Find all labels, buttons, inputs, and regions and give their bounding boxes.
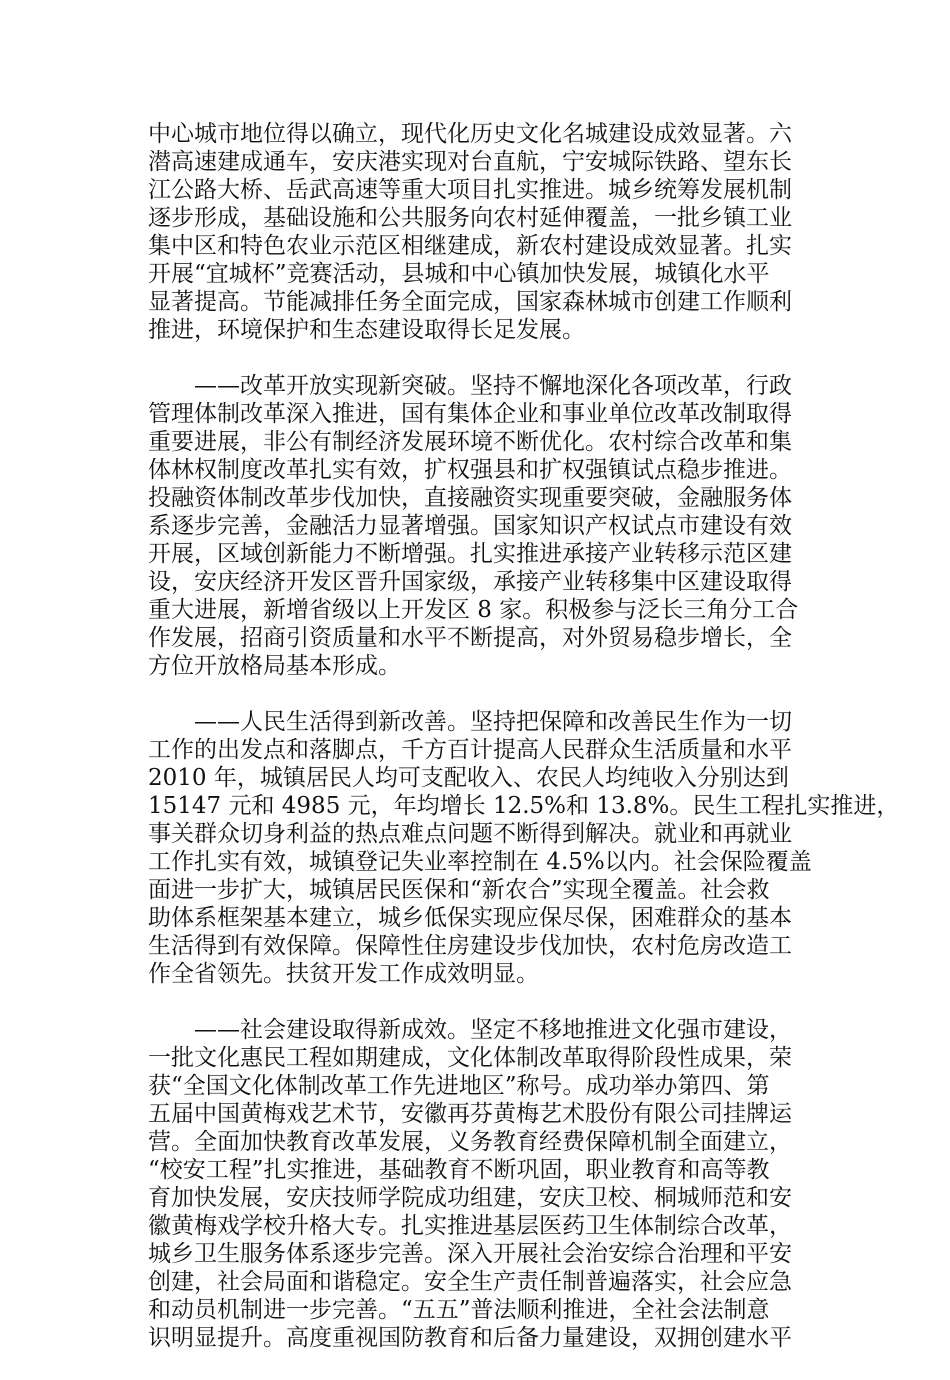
text-line: 开展，区域创新能力不断增强。扎实推进承接产业转移示范区建 [148, 541, 792, 567]
text-line: 事关群众切身利益的热点难点问题不断得到解决。就业和再就业 [148, 821, 792, 847]
text-line: 识明显提升。高度重视国防教育和后备力量建设，双拥创建水平 [148, 1325, 792, 1351]
text-line: 管理体制改革深入推进，国有集体企业和事业单位改革改制取得 [148, 401, 792, 427]
paragraph-livelihood [148, 708, 900, 988]
text-line: 中心城市地位得以确立，现代化历史文化名城建设成效显著。六 [148, 121, 792, 147]
text-line: 工作的出发点和落脚点，千方百计提高人民群众生活质量和水平 [148, 737, 792, 763]
text-line: 和动员机制进一步完善。“五五”普法顺利推进，全社会法制意 [148, 1297, 770, 1323]
document-page [148, 120, 900, 1380]
text-line: 城乡卫生服务体系逐步完善。深入开展社会治安综合治理和平安 [148, 1241, 792, 1267]
text-line: 逐步形成，基础设施和公共服务向农村延伸覆盖，一批乡镇工业 [148, 205, 792, 231]
text-line: 五届中国黄梅戏艺术节，安徽再芬黄梅艺术股份有限公司挂牌运 [148, 1101, 792, 1127]
text-line: 系逐步完善，金融活力显著增强。国家知识产权试点市建设有效 [148, 513, 792, 539]
text-line: 一批文化惠民工程如期建成，文化体制改革取得阶段性成果，荣 [148, 1045, 792, 1071]
text-line: 推进，环境保护和生态建设取得长足发展。 [148, 317, 585, 343]
text-line: 作发展，招商引资质量和水平不断提高，对外贸易稳步增长，全 [148, 625, 792, 651]
text-line: 2010 年，城镇居民人均可支配收入、农民人均纯收入分别达到 [148, 765, 789, 791]
text-line: 作全省领先。扶贫开发工作成效明显。 [148, 961, 539, 987]
paragraph-social-construction [148, 1016, 838, 1352]
text-line: 重要进展，非公有制经济发展环境不断优化。农村综合改革和集 [148, 429, 792, 455]
text-line: 助体系框架基本建立，城乡低保实现应保尽保，困难群众的基本 [148, 905, 792, 931]
text-line: 潜高速建成通车，安庆港实现对台直航，宁安城际铁路、望东长 [148, 149, 792, 175]
text-line: 显著提高。节能减排任务全面完成，国家森林城市创建工作顺利 [148, 289, 792, 315]
text-line: 营。全面加快教育改革发展，义务教育经费保障机制全面建立， [148, 1129, 792, 1155]
text-line: ——改革开放实现新突破。坚持不懈地深化各项改革，行政 [194, 373, 792, 399]
text-line: “校安工程”扎实推进，基础教育不断巩固，职业教育和高等教 [148, 1157, 770, 1183]
text-line: 开展“宜城杯”竞赛活动，县城和中心镇加快发展，城镇化水平 [148, 261, 770, 287]
text-line: 15147 元和 4985 元，年均增长 12.5%和 13.8%。民生工程扎实推进， [148, 793, 900, 819]
text-line: 育加快发展，安庆技师学院成功组建，安庆卫校、桐城师范和安 [148, 1185, 792, 1211]
paragraph-reform-opening [148, 372, 838, 680]
text-line: ——社会建设取得新成效。坚定不移地推进文化强市建设， [194, 1017, 792, 1043]
text-line: 方位开放格局基本形成。 [148, 653, 401, 679]
text-line: 获“全国文化体制改革工作先进地区”称号。成功举办第四、第 [148, 1073, 770, 1099]
text-line: 工作扎实有效，城镇登记失业率控制在 4.5%以内。社会保险覆盖 [148, 849, 812, 875]
text-line: 面进一步扩大，城镇居民医保和“新农合”实现全覆盖。社会救 [148, 877, 770, 903]
text-line: ——人民生活得到新改善。坚持把保障和改善民生作为一切 [194, 709, 792, 735]
text-line: 投融资体制改革步伐加快，直接融资实现重要突破，金融服务体 [148, 485, 792, 511]
text-line: 创建，社会局面和谐稳定。安全生产责任制普遍落实，社会应急 [148, 1269, 792, 1295]
text-line: 江公路大桥、岳武高速等重大项目扎实推进。城乡统筹发展机制 [148, 177, 792, 203]
text-line: 重大进展，新增省级以上开发区 8 家。积极参与泛长三角分工合 [148, 597, 799, 623]
text-line: 徽黄梅戏学校升格大专。扎实推进基层医药卫生体制综合改革， [148, 1213, 792, 1239]
text-line: 设，安庆经济开发区晋升国家级，承接产业转移集中区建设取得 [148, 569, 792, 595]
text-line: 集中区和特色农业示范区相继建成，新农村建设成效显著。扎实 [148, 233, 792, 259]
text-line: 体林权制度改革扎实有效，扩权强县和扩权强镇试点稳步推进。 [148, 457, 792, 483]
paragraph-urban-development [148, 120, 838, 344]
text-line: 生活得到有效保障。保障性住房建设步伐加快，农村危房改造工 [148, 933, 792, 959]
